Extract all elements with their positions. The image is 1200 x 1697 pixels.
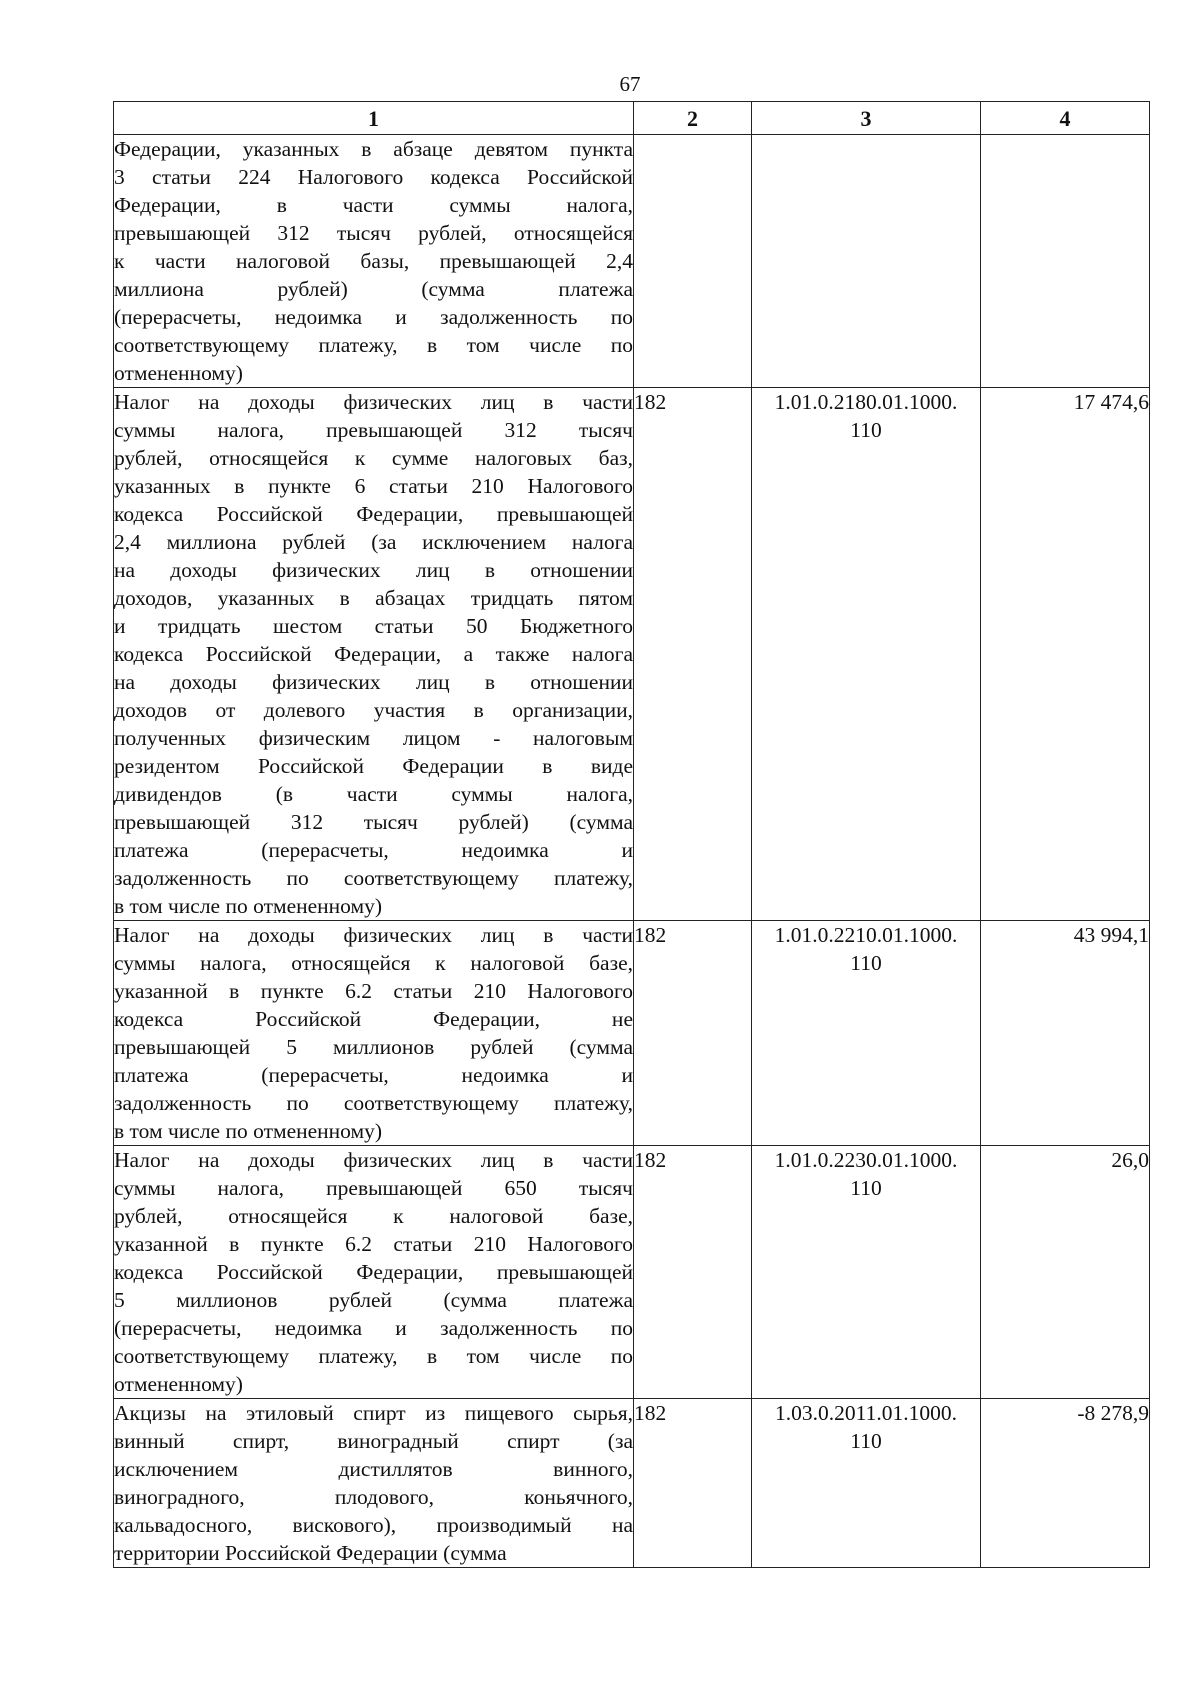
description-line: отмененному) [114,361,243,385]
table-row [114,1146,1150,1399]
page-number: 67 [619,72,641,96]
description-line: суммы налога, превышающей 312 тысяч [114,418,633,442]
description-line: рублей, относящейся к сумме налоговых баз, [114,446,633,470]
row-description [114,1399,634,1568]
description-line: соответствующему платежу, в том числе по [114,1344,633,1368]
description-line: 3 статьи 224 Налогового кодекса Российской [114,165,633,189]
row-amount: 17 474,6 [981,388,1150,921]
row-amount [981,135,1150,388]
description-line: (перерасчеты, недоимка и задолженность по [114,305,633,329]
description-line: в том числе по отмененному) [114,1119,383,1143]
budget-code-line-1: 1.03.0.2011.01.1000. [775,1401,957,1425]
description-line: и тридцать шестом статьи 50 Бюджетного [114,614,633,638]
table-row [114,1399,1150,1568]
description-line: миллиона рублей) (сумма платежа [114,277,633,301]
row-budget-code [752,1399,981,1568]
description-line: 5 миллионов рублей (сумма платежа [114,1288,633,1312]
description-line: Налог на доходы физических лиц в части [114,390,633,414]
table-row [114,135,1150,388]
description-line: доходов, указанных в абзацах тридцать пятом [114,586,633,610]
description-line: платежа (перерасчеты, недоимка и [114,1063,633,1087]
row-admin-code: 182 [634,921,752,1146]
description-line: Федерации, в части суммы налога, [114,193,633,217]
description-line: (перерасчеты, недоимка и задолженность по [114,1316,633,1340]
row-description [114,135,634,388]
description-line: указанной в пункте 6.2 статьи 210 Налогового [114,1232,633,1256]
description-line: рублей, относящейся к налоговой базе, [114,1204,633,1228]
description-line: 2,4 миллиона рублей (за исключением налога [114,530,633,554]
row-admin-code: 182 [634,1399,752,1568]
header-row [114,102,1150,135]
row-admin-code: 182 [634,388,752,921]
description-line: кальвадосного, вискового), производимый на [114,1513,633,1537]
row-description [114,388,634,921]
description-line: кодекса Российской Федерации, превышающей [114,502,633,526]
description-line: задолженность по соответствующему платежу, [114,866,633,890]
description-line: доходов от долевого участия в организации, [114,698,633,722]
table-row [114,921,1150,1146]
row-amount: -8 278,9 [981,1399,1150,1568]
description-line: превышающей 312 тысяч рублей, относящейся [114,221,633,245]
description-line: указанных в пункте 6 статьи 210 Налогового [114,474,633,498]
description-line: на доходы физических лиц в отношении [114,558,633,582]
budget-code-line-1: 1.01.0.2180.01.1000. [774,390,958,414]
budget-code-line-2: 110 [850,1429,882,1453]
budget-code-line-1: 1.01.0.2230.01.1000. [774,1148,958,1172]
table-body [114,135,1150,1568]
row-admin-code [634,135,752,388]
description-line: полученных физическим лицом - налоговым [114,726,633,750]
description-line: платежа (перерасчеты, недоимка и [114,838,633,862]
header-col-1: 1 [114,102,634,135]
description-line: превышающей 5 миллионов рублей (сумма [114,1035,633,1059]
header-col-2: 2 [634,102,752,135]
header-col-3: 3 [752,102,981,135]
row-amount: 26,0 [981,1146,1150,1399]
description-line: кодекса Российской Федерации, не [114,1007,633,1031]
description-line: суммы налога, относящейся к налоговой базе, [114,951,633,975]
row-admin-code: 182 [634,1146,752,1399]
budget-code-line-1: 1.01.0.2210.01.1000. [774,923,958,947]
description-line: превышающей 312 тысяч рублей) (сумма [114,810,633,834]
row-description [114,1146,634,1399]
description-line: на доходы физических лиц в отношении [114,670,633,694]
description-line: задолженность по соответствующему платежу, [114,1091,633,1115]
description-line: указанной в пункте 6.2 статьи 210 Налогового [114,979,633,1003]
description-line: Федерации, указанных в абзаце девятом пункта [114,137,633,161]
row-amount: 43 994,1 [981,921,1150,1146]
row-budget-code [752,921,981,1146]
description-line: суммы налога, превышающей 650 тысяч [114,1176,633,1200]
description-line: соответствующему платежу, в том числе по [114,333,633,357]
table-header [114,102,1150,135]
description-line: Налог на доходы физических лиц в части [114,1148,633,1172]
description-line: территории Российской Федерации (сумма [114,1541,507,1565]
description-line: Акцизы на этиловый спирт из пищевого сырья, [114,1401,633,1425]
description-line: в том числе по отмененному) [114,894,383,918]
description-line: отмененному) [114,1372,243,1396]
revenue-table [113,101,1150,1568]
row-description [114,921,634,1146]
description-line: кодекса Российской Федерации, превышающей [114,1260,633,1284]
budget-code-line-2: 110 [850,1176,882,1200]
description-line: винный спирт, виноградный спирт (за [114,1429,633,1453]
description-line: резидентом Российской Федерации в виде [114,754,633,778]
description-line: кодекса Российской Федерации, а также налога [114,642,633,666]
budget-code-line-2: 110 [850,951,882,975]
budget-code-line-2: 110 [850,418,882,442]
row-budget-code [752,388,981,921]
header-col-4: 4 [981,102,1150,135]
table-row [114,388,1150,921]
description-line: к части налоговой базы, превышающей 2,4 [114,249,633,273]
description-line: Налог на доходы физических лиц в части [114,923,633,947]
description-line: исключением дистиллятов винного, [114,1457,633,1481]
row-budget-code [752,1146,981,1399]
description-line: дивидендов (в части суммы налога, [114,782,633,806]
row-budget-code [752,135,981,388]
description-line: виноградного, плодового, коньячного, [114,1485,633,1509]
